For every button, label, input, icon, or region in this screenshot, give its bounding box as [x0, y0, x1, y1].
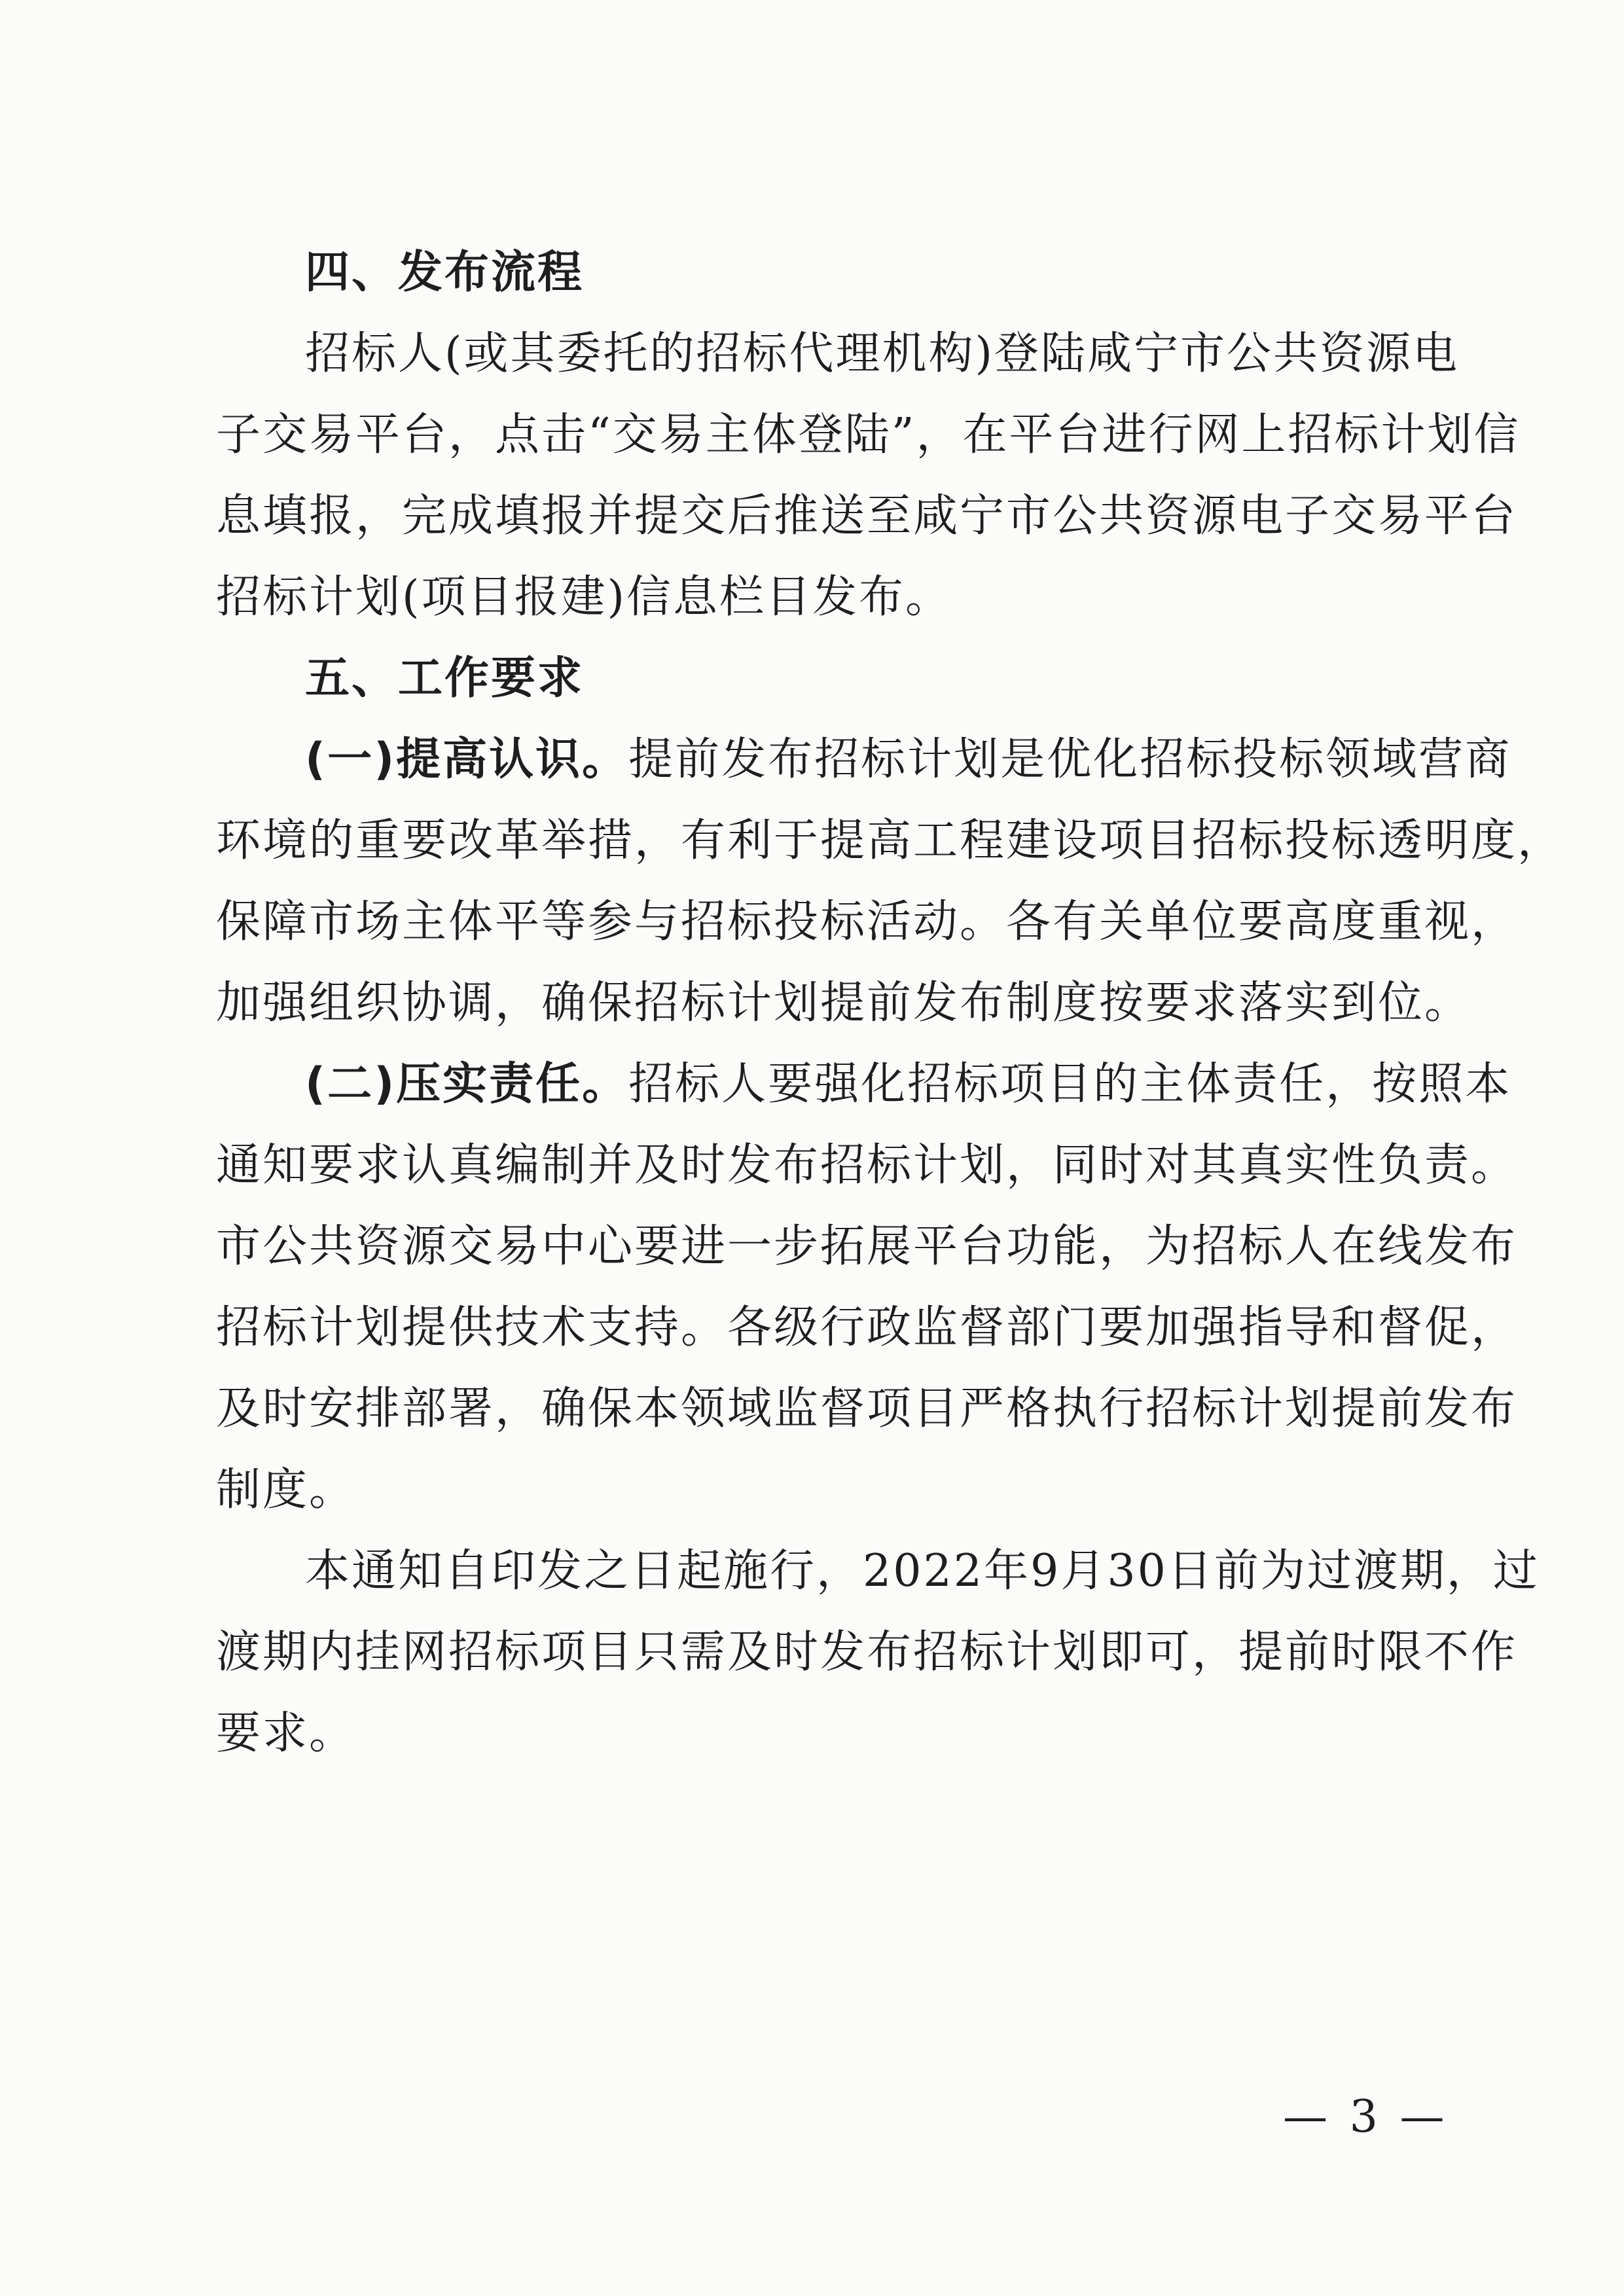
- paragraph-line: 本通知自印发之日起施行，2022年9月30日前为过渡期，过: [305, 1545, 1540, 1597]
- paragraph-line: 及时安排部署，确保本领域监督项目严格执行招标计划提前发布: [216, 1383, 1518, 1435]
- section-heading-release-process: 四、发布流程: [305, 247, 585, 298]
- paragraph-line: [216, 1044, 1512, 1125]
- paragraph-line: 加强组织协调，确保招标计划提前发布制度按要求落实到位。: [216, 977, 1471, 1029]
- document-body: [216, 232, 1564, 1774]
- paragraph-line: 制度。: [216, 1464, 356, 1516]
- paragraph-line: [216, 719, 1512, 800]
- item-title-responsibility: (二)压实责任。: [305, 1058, 629, 1110]
- paragraph-line: 渡期内挂网招标项目只需及时发布招标计划即可，提前时限不作: [216, 1626, 1518, 1678]
- paragraph-line: 市公共资源交易中心要进一步拓展平台功能，为招标人在线发布: [216, 1221, 1518, 1272]
- paragraph-line: 通知要求认真编制并及时发布招标计划，同时对其真实性负责。: [216, 1139, 1518, 1191]
- item-text: 提前发布招标计划是优化招标投标领域营商: [628, 734, 1512, 785]
- section-heading-work-requirements: 五、工作要求: [305, 653, 585, 704]
- paragraph-line: 息填报，完成填报并提交后推送至咸宁市公共资源电子交易平台: [216, 490, 1518, 542]
- paragraph-line: 子交易平台，点击“交易主体登陆”，在平台进行网上招标计划信: [216, 409, 1521, 461]
- paragraph-line: 保障市场主体平等参与招标投标活动。各有关单位要高度重视，: [216, 896, 1518, 948]
- paragraph-line: 环境的重要改革举措，有利于提高工程建设项目招标投标透明度，: [216, 815, 1564, 867]
- page-number: — 3 —: [1283, 2091, 1449, 2143]
- paragraph-line: 要求。: [216, 1708, 356, 1759]
- item-title-raise-awareness: (一)提高认识。: [305, 734, 629, 785]
- paragraph-line: 招标人(或其委托的招标代理机构)登陆咸宁市公共资源电: [305, 328, 1460, 380]
- item-text: 招标人要强化招标项目的主体责任，按照本: [628, 1058, 1512, 1110]
- paragraph-line: 招标计划(项目报建)信息栏目发布。: [216, 571, 952, 623]
- paragraph-line: 招标计划提供技术支持。各级行政监督部门要加强指导和督促，: [216, 1302, 1518, 1354]
